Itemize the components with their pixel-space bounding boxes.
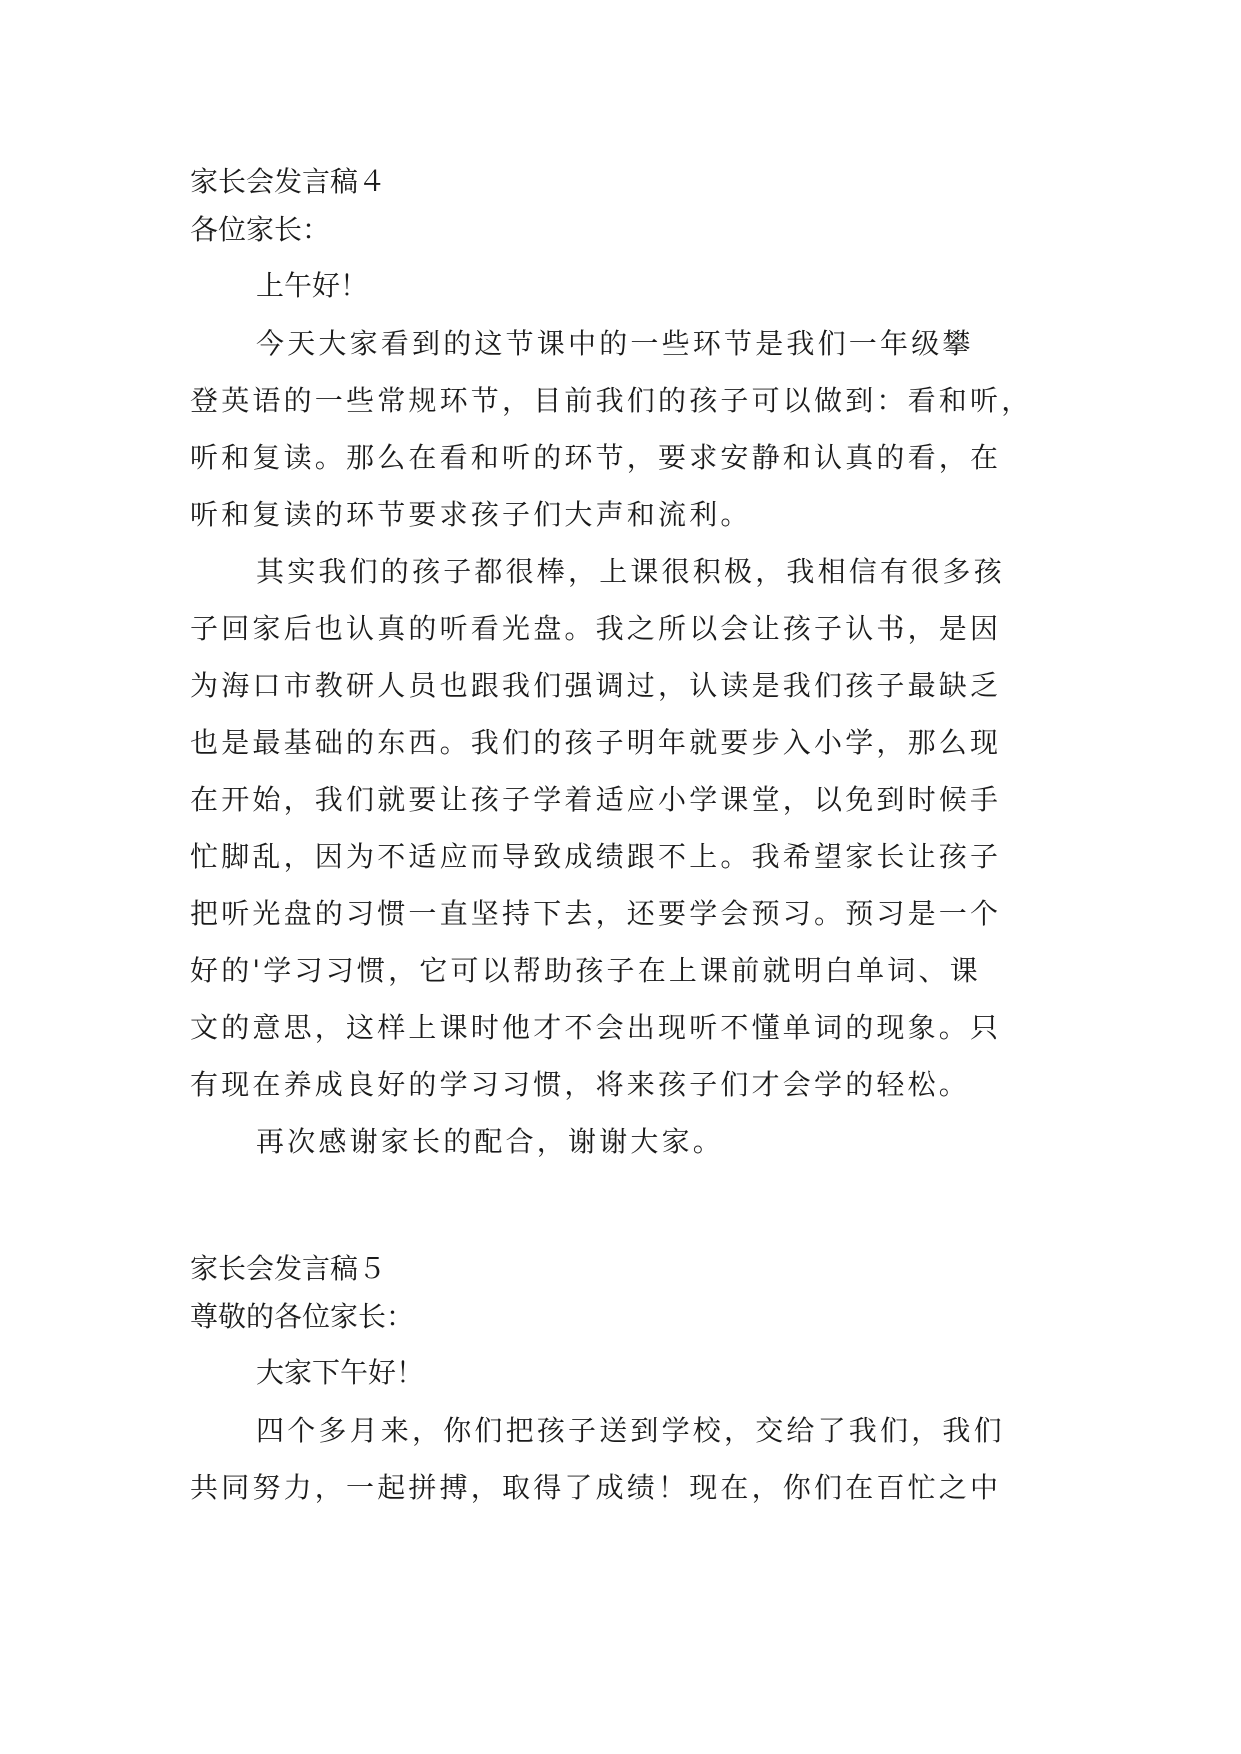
paragraph-line: 忙脚乱，因为不适应而导致成绩跟不上。我希望家长让孩子 xyxy=(190,840,1002,873)
section-5-greeting: 大家下午好！ xyxy=(256,1356,425,1389)
section-4-paragraph-2 xyxy=(190,552,1050,1122)
paragraph-line: 今天大家看到的这节课中的一些环节是我们一年级攀 xyxy=(256,327,974,360)
paragraph-line: 好的'学习习惯，它可以帮助孩子在上课前就明白单词、课 xyxy=(190,954,981,987)
section-4-title: 家长会发言稿４ xyxy=(190,165,387,198)
paragraph-line: 共同努力，一起拼搏，取得了成绩！现在，你们在百忙之中 xyxy=(190,1471,1002,1504)
paragraph-line: 把听光盘的习惯一直坚持下去，还要学会预习。预习是一个 xyxy=(190,897,1002,930)
document-body xyxy=(190,162,1050,1525)
section-divider-space xyxy=(190,1179,1050,1249)
paragraph-line: 听和复读的环节要求孩子们大声和流利。 xyxy=(190,498,752,531)
paragraph-line: 听和复读。那么在看和听的环节，要求安静和认真的看，在 xyxy=(190,441,1002,474)
section-4-salutation: 各位家长： xyxy=(190,213,331,246)
section-5-salutation: 尊敬的各位家长： xyxy=(190,1300,415,1333)
section-5-title: 家长会发言稿５ xyxy=(190,1252,387,1285)
paragraph-line: 也是最基础的东西。我们的孩子明年就要步入小学，那么现 xyxy=(190,726,1002,759)
paragraph-line: 其实我们的孩子都很棒，上课很积极，我相信有很多孩 xyxy=(256,555,1005,588)
paragraph-line: 四个多月来，你们把孩子送到学校，交给了我们，我们 xyxy=(256,1414,1005,1447)
section-4-paragraph-1 xyxy=(190,324,1050,552)
paragraph-line: 再次感谢家长的配合，谢谢大家。 xyxy=(256,1125,725,1158)
section-5-paragraph-1 xyxy=(190,1411,1050,1525)
paragraph-line: 有现在养成良好的学习习惯，将来孩子们才会学的轻松。 xyxy=(190,1068,971,1101)
paragraph-line: 文的意思，这样上课时他才不会出现听不懂单词的现象。只 xyxy=(190,1011,1002,1044)
paragraph-line: 在开始，我们就要让孩子学着适应小学课堂，以免到时候手 xyxy=(190,783,1002,816)
paragraph-line: 登英语的一些常规环节，目前我们的孩子可以做到：看和听， xyxy=(190,384,1033,417)
paragraph-line: 子回家后也认真的听看光盘。我之所以会让孩子认书，是因 xyxy=(190,612,1002,645)
section-4-paragraph-3 xyxy=(190,1122,1050,1179)
paragraph-line: 为海口市教研人员也跟我们强调过，认读是我们孩子最缺乏 xyxy=(190,669,1002,702)
section-4-greeting: 上午好！ xyxy=(256,269,369,302)
